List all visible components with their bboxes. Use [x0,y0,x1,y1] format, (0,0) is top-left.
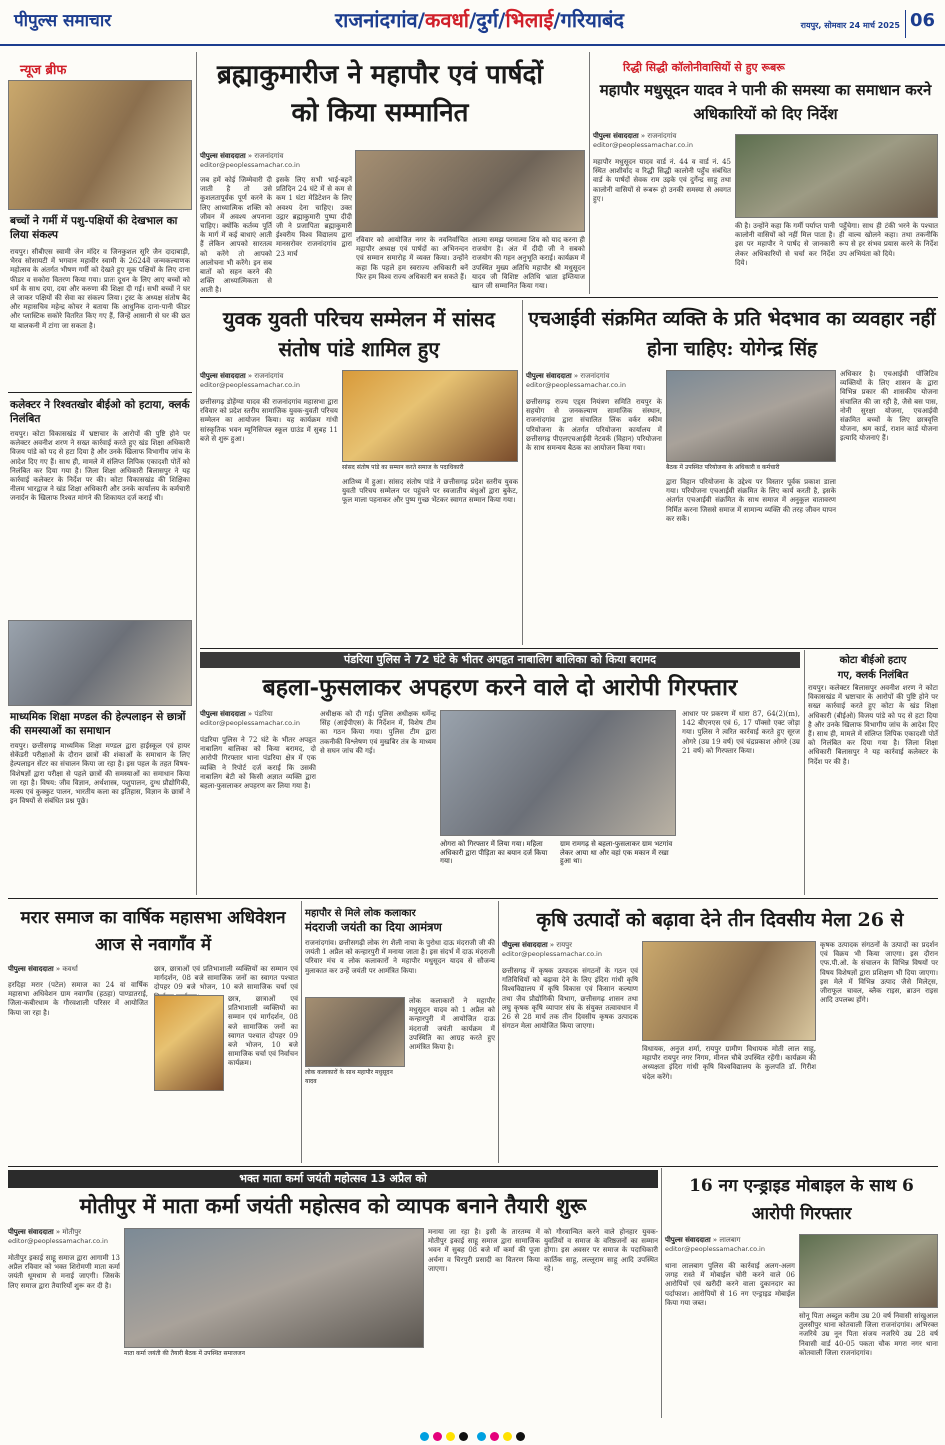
hiv-byline: पीपुल्स संवाददाता » राजनांदगांव editor@peoplessamachar.co.in [526,372,666,394]
column-divider [661,1168,662,1418]
karma-story [8,1168,658,1418]
marriage-story [200,300,518,645]
column-divider [522,300,523,645]
section-divider [8,898,938,899]
location-label: राजनांदगांव [580,372,610,380]
bureau-label: पीपुल्स संवाददाता [200,710,246,718]
kidnap-caption2: ग्राम रामगढ़ से बहला-फुसलाकर ग्राम भटगांव लेकर आया था और वहां एक मकान में रखा हुआ था। [560,840,676,880]
location-label: मोतीपुर [62,1228,82,1236]
mayor-byline: पीपुल्स संवाददाता » राजनांदगांव editor@peoplessamachar.co.in [593,132,733,154]
masthead [0,0,945,46]
lead-headline[interactable]: ब्रह्माकुमारीज ने महापौर एवं पार्षदों को किया सम्मानित [216,60,544,128]
marar-col2b: छात्र, छात्राओं एवं प्रतिभाशाली व्यक्तियों का सम्मान एवं मार्गदर्शन, 08 बजे सामाजिक जनों का स्वागत पश्चात दोपहर 09 बजे भोजन, 10 बजे सामाजिक चर्चा एवं निर्वाचन कार्यक्रम। [228,995,298,1068]
karma-headline[interactable]: मोतीपुर में माता कर्मा जयंती महोत्सव को व्यापक बनाने तैयारी शुरू [79,1193,587,1218]
karma-col3: को गौरवान्वित करने वाले होनहार युवक-युवतियों व समाज के वरिष्ठजनों का सम्मान होगा। इस अवसर पर समाज के पदाधिकारी कार्तिक साहू, लल्लूराम साहू आदि उपस्थित रहे। [544,1228,658,1273]
artist-headline[interactable]: मंदराजी जयंती का दिया आमंत्रण [305,920,442,934]
kidnap-byline: पीपुल्स संवाददाता » पंडरिया editor@peoplessamachar.co.in [200,710,340,732]
kota-body: रायपुर। कलेक्टर बिलासपुर अवनीश शरण ने कोटा विकासखंड में भ्रष्टाचार के आरोपों की पुष्टि होने पर सख्त कार्रवाई करते हुए कोटा के खंड शिक्षा अधिकारी (बीईओ) विजय पांडे को पद से हटा दिया है और उनके खिलाफ विभागीय जांच के आदेश दिए हैं। साथ ही, मामले में संलिप्त लिपिक एकादशी पोर्ते को निलंबित कर दिया गया है। जिला शिक्षा अधिकारी बिलासपुर ने यह कार्रवाई कलेक्टर के निर्देश पर की है। [808,684,938,766]
mayor-col1: महापौर मधुसूदन यादव वार्ड नं. 44 व वार्ड नं. 45 स्थित आशीर्वाद व रिद्धी सिद्धी कालोनी पहुँच संबंधित वार्ड के पार्षदों सेवक राम उइके एवं दुर्गेन्द्र साहू तथा कालोनी वासियों से रूबरू हो उनकी समस्या से अवगत हुए। [593,158,731,203]
fair-byline: पीपुल्स संवाददाता » रायपुर editor@peoplessamachar.co.in [502,941,642,963]
artist-caption: लोक कलाकारों के साथ महापौर मधुसूदन यादव [305,1069,405,1087]
marar-col1: हरदिहा मरार (पटेल) समाज का 24 वां वार्षिक महासभा अधिवेशन ग्राम नवागाँव (हठहा) पाण्डातराई, जिला-कबीरधाम के गौरवशाली परिसर में आयोजित किया जा रहा है। [8,981,148,1017]
kota-kicker: कोटा बीईओ हटाए [839,655,907,666]
kota-story [808,650,938,895]
fair-story [502,901,938,1163]
location-label: राजनांदगांव [647,132,677,140]
marriage-caption: सांसद संतोष पांडे का सम्मान करते समाज के पदाधिकारी [342,464,518,474]
lead-col3: रविवार को आयोजित नगर के नवनिर्वाचित महापौर अध्यक्ष एवं पार्षदों का अभिनन्दन एवं सम्मान समारोह में व्यक्त किया। उन्होंने कहा कि पहले हम स्वराज्य अधिकारी बनें फिर हम विश्व राज्य अधिकारी बन सकते हैं। [356,236,468,281]
kidnap-caption1: ओगरा को गिरफ्तार में लिया गया। महिला अधिकारी द्वारा पीड़िता का बयान दर्ज किया गया। [440,840,556,880]
fair-headline[interactable]: कृषि उत्पादों को बढ़ावा देने तीन दिवसीय मेला 26 से [536,909,904,931]
hiv-col3: अधिकार है। एचआईवी पॉजिटिव व्यक्तियों के लिए शासन के द्वारा विभिन्न प्रकार की शासकीय योजना संचालित की जा रही है, जैसे बस पास, नोनी सुरक्षा योजना, एचआईवी संक्रमित बच्चों के लिए छात्रवृत्ति योजना, श्रम कार्ड, राशन कार्ड योजना इत्यादि योजनाएं हैं। [840,370,938,443]
city-rajnandgaon: राजनांदगांव [335,8,418,32]
hiv-caption: बैठक में उपस्थित परियोजना के अधिकारी व कर्मचारी [666,464,836,474]
section-divider [200,648,938,649]
brief3-headline: माध्यमिक शिक्षा मण्डल की हेल्पलाइन से छात्रों की समस्याओं का समाधान [10,711,186,737]
artist-kicker: महापौर से मिले लोक कलाकार [305,908,416,919]
brief2-headline: कलेक्टर ने रिश्वतखोर बीईओ को हटाया, क्लर्क निलंबित [10,399,190,425]
karma-byline: पीपुल्स संवाददाता » मोतीपुर editor@peoplessamachar.co.in [8,1228,148,1250]
kidnap-col3: आधार पर प्रकरण में धारा 87, 64(2)(m), 142 बीएनएस एवं 6, 17 पॉक्सो एक्ट जोड़ा गया। पुलिस ने त्वरित कार्रवाई करते हुए सूरज ओगरे (उम्र 19 वर्ष) एवं चंद्रप्रकाश ओगरे (उम्र 21 वर्ष) को गिरफ्तार किया। [682,710,800,755]
mayor-story [593,52,938,294]
page-number: 06 [905,10,939,38]
newspaper-logo[interactable]: पीपुल्स समाचार [14,11,112,31]
mobile-headline[interactable]: 16 नग एन्ड्राइड मोबाइल के साथ 6 आरोपी गिरफ्तार [689,1176,914,1224]
email-link[interactable]: editor@peoplessamachar.co.in [200,719,300,727]
bureau-label: पीपुल्स संवाददाता [593,132,639,140]
marriage-col2: आतिथ्य में हुआ। सांसद संतोष पांडे ने छत्तीसगढ़ प्रदेश स्तरीय युवक युवती परिचय सम्मेलन पर पहुंचने पर स्वजातीय बंधुओं द्वारा बुकेट, फूल माला पहनाकर और पुष्प गुच्छ भेंटकर स्वागत सम्मान किया गया। [342,478,518,505]
location-label: राजनांदगांव [254,152,284,160]
column-divider [196,52,197,895]
email-link[interactable]: editor@peoplessamachar.co.in [200,381,300,389]
city-bhilai: भिलाई [505,8,554,32]
mobile-byline: पीपुल्स संवाददाता » लालबाग editor@peoplessamachar.co.in [665,1236,795,1258]
marriage-photo [342,370,518,462]
bureau-label: पीपुल्स संवाददाता [502,941,548,949]
lead-photo [355,150,585,232]
artist-story [305,901,495,1163]
marar-story [8,901,298,1163]
lead-story [200,52,585,294]
location-label: पंडरिया [254,710,273,718]
column-divider [301,901,302,1163]
karma-col2: मनाया जा रहा है। इसी के तारतम्य में मोतीपुर इकाई साहू समाज द्वारा सामाजिक भवन में सुबह 08 बजे माँ कर्मा की पूजा अर्चना व चिरपुरी प्रसादी का वितरण किया जाएगा। [428,1228,540,1273]
artist-col1: राजनांदगांव। छत्तीसगढ़ी लोक रंग शैली नाचा के पुरोधा दाऊ मंदराजी जी की जयंती 1 अप्रैल को कन्हारपुरी में मनाया जाता है। इस संदर्भ में दाऊ मंदराजी परिवार मंच व लोक कलाकारों ने महापौर मधुसूदन यादव से सौजन्य मुलाकात कर उन्हें जयंती पर आमंत्रित किया। [305,939,495,975]
print-registration-marks [0,1426,945,1440]
hiv-story [526,300,938,645]
column-divider [498,901,499,1163]
column-divider [804,650,805,895]
hiv-photo [666,370,836,462]
lead-col1: जब हमें कोई जिम्मेवारी दी जाती है तो उसे कुशलतापूर्वक पूर्ण करने के लिए आध्यात्मिक शक्ति को जीवन में अवश्य अपनाना चाहिए। क्योंकि कर्तव्य पूर्ति के मार्ग में कई बाधाएं आती हैं लेकिन आपको सारतत्व को करेंगे तो आपको आलोचना भी करेंगे। इन सब बातों को सहन करने की शक्ति आध्यात्मिकता से आती है। [200,176,272,295]
email-link[interactable]: editor@peoplessamachar.co.in [665,1245,765,1253]
goddess-photo [154,995,224,1091]
kidnap-headline[interactable]: बहला-फुसलाकर अपहरण करने वाले दो आरोपी गिरफ्तार [262,674,738,701]
hiv-headline[interactable]: एचआईवी संक्रमित व्यक्ति के प्रति भेदभाव का व्यवहार नहीं होना चाहिए: योगेन्द्र सिंह [528,308,936,360]
artist-col2: लोक कलाकारों ने महापौर मधुसूदन यादव को 1 अप्रैल को कन्हारपुरी में आयोजित दाऊ मंदराजी जयंती कार्यक्रम में उपस्थिति का आग्रह करते हुए आमंत्रित किया है। [409,997,495,1052]
brief1-body: रायपुर। सीबीएस स्वामी जेन मंदिर व जिनकुशल सूरि जैन दादाबाड़ी, भैरव सोसायटी में भगवान महावीर स्वामी के 2624वें जन्मकल्याणक महोत्सव के अंतर्गत भीषण गर्मी को देखते हुए मूक पक्षियों के लिए दाना फीडर व सकोरा वितरण किया गया। प्रातः दूधन के लिए आए बच्चों को धर्म के साथ दया, दया और करुणा की शिक्षा दी गई। सभी बच्चों ने घर ले जाकर पक्षियों की सेवा का संकल्प लिया। ट्रस्ट के अध्यक्ष संतोष बैद और महासचिव महेन्द्र कोचर ने बताया कि आधुनिक दाना-पानी फीडर और प्लास्टिक सकोरे वितरित किए गए हैं, जिन्हें आसानी से घर की छत या बालकनी में टांगा जा सकता है। [10,248,190,330]
marriage-byline: पीपुल्स संवाददाता » राजनांदगांव editor@peoplessamachar.co.in [200,372,340,394]
marar-byline: पीपुल्स संवाददाता » कवर्धा [8,965,78,973]
children-photo [8,80,192,210]
fair-col3: कृषक उत्पादक संगठनों के उत्पादों का प्रदर्शन एवं विक्रय भी किया जाएगा। इस दौरान एफ.पी.ओ. के संचालन के विभिन्न विषयों पर विषय विशेषज्ञों द्वारा प्रशिक्षण भी दिया जाएगा। इस मेले में विभिन्न उत्पाद जैसे मिलेट्स, जीराफूल चावल, ब्लैक राइस, ब्राउन राइस आदि उपलब्ध होंगे। [820,941,938,1005]
lead-byline: पीपुल्स संवाददाता » राजनांदगांव editor@peoplessamachar.co.in [200,152,350,174]
fair-col2: विधायक, अनुज शर्मा, रायपुर ग्रामीण विधायक मोती लाल साहू, महापौर रायपुर नगर निगम, मीनल चौबे उपस्थित रहेंगी। कार्यक्रम की अध्यक्षता इंदिरा गांधी कृषि विश्वविद्यालय के कुलपति डॉ. गिरीश चंदेल करेंगे। [642,1045,816,1081]
section-divider [8,1166,938,1167]
city-durg: दुर्ग [476,8,499,32]
lead-col2: इसके लिए सभी भाई-बहनें प्रतिदिन 24 घंटे में से कम से कम 1 घंटा मेडिटेशन के लिए अवश्य देना चाहिए। उक्त उद्गार ब्रह्माकुमारी पुष्पा दीदी जी ने प्रजापिता ब्रह्माकुमारी ईश्वरीय विश्व विद्यालय द्वारा मानसरोवर राजनांदगांव द्वारा 23 मार्च [276,176,352,258]
marriage-col1: छत्तीसगढ़ डोहेंग्या यादव की राजनांदगांव महासभा द्वारा रविवार को प्रदेश स्तरीय सामाजिक युवक-युवती परिचय सम्मेलन का आयोजन किया। यह कार्यक्रम गांधी सांस्कृतिक भवन म्यूनिसिपल स्कूल ग्राउंड में सुबह 11 बजे से शुरू हुआ। [200,398,338,443]
location-label: रायपुर [556,941,572,949]
email-link[interactable]: editor@peoplessamachar.co.in [8,1237,108,1245]
kidnap-kicker: पंडरिया पुलिस ने 72 घंटे के भीतर अपहृत नाबालिग बालिका को किया बरामद [200,652,800,668]
marar-col2: छात्र, छात्राओं एवं प्रतिभाशाली व्यक्तियों का सम्मान एवं मार्गदर्शन, 08 बजे सामाजिक जनों का स्वागत पश्चात दोपहर 09 बजे भोजन, 10 बजे सामाजिक चर्चा एवं [154,965,298,992]
city-gariyaband: गरियाबंद [560,8,625,32]
bureau-label: पीपुल्स संवाददाता [665,1236,711,1244]
fair-col1: छत्तीसगढ़ में कृषक उत्पादक संगठनों के गठन एवं गतिविधियों को बढ़ावा देने के लिए इंदिरा गांधी कृषि विश्वविद्यालय में कृषि विकास एवं किसान कल्याण तथा जैव प्रौद्योगिकी विभाग, छत्तीसगढ़ शासन तथा लघु कृषक कृषि व्यापार संघ के संयुक्त तत्वावधान में 26 से 28 मार्च तक तीन दिवसीय कृषक उत्पादक संगठन मेला आयोजित किया जाएगा। [502,967,638,1031]
brief3-body: रायपुर। छत्तीसगढ़ माध्यमिक शिक्षा मण्डल द्वारा हाईस्कूल एवं हायर सेकेंडरी परीक्षाओं के दौरान छात्रों की शंकाओं के समाधान के लिए हेल्पलाइन सेंटर का संचालन किया जा रहा है। इस पहल के तहत विषय-विशेषज्ञों द्वारा परीक्षा से पहले छात्रों की समस्याओं का समाधान किया जा रहा है। विषय: जीव विज्ञान, अर्थशास्त्र, पशुपालन, दुग्ध प्रौद्योगिकी, मत्स्य एवं कुक्कुट पालन, भारतीय कला का इतिहास, विज्ञान के छात्रों ने इन विषयों से संबंधित प्रश्न पूछे। [10,742,190,806]
fair-photo [642,941,816,1041]
bureau-label: पीपुल्स संवाददाता [200,152,246,160]
karma-col1: मोतीपुर इकाई साहू समाज द्वारा आगामी 13 अप्रैल रविवार को भक्त शिरोमणी माता कर्मा जयंती धूमधाम से मनाई जाएगी। जिसके लिए समाज द्वारा तैयारियाँ शुरू कर दी है। [8,1254,120,1290]
lead-col4: आत्मा समझ परमात्मा शिव को याद करना ही राजयोग है। अंत में दीदी जी ने सबको राजयोग की गहन अनुभूति कराई। कार्यक्रम में उपस्थित मुख्य अतिथि महापौर श्री मधुसूदन यादव जी विशिष्ट अतिथि भ्राता इम्तियाज खान जी सम्मानित किया गया। [472,236,585,291]
bureau-label: पीपुल्स संवाददाता [8,1228,54,1236]
artist-photo [305,997,405,1067]
karma-kicker: भक्त माता कर्मा जयंती महोत्सव 13 अप्रैल को [8,1170,658,1188]
karma-photo [124,1228,424,1348]
date-line: रायपुर, सोमवार 24 मार्च 2025 [800,21,900,30]
kidnap-story [200,650,800,895]
hiv-col1: छत्तीसगढ़ राज्य एड्स नियंत्रण समिति रायपुर के सहयोग से जनकल्याण सामाजिक संस्थान, राजनांदगांव द्वारा संचालित लिंक वर्कर स्कीम परियोजना के अंतर्गत परियोजना कार्यालय में छत्तीसगढ़ पीएलएचआईवी नेटवर्क (विहान) परियोजना के साथ समन्वय बैठक का आयोजन किया गया। [526,398,662,453]
karma-caption: माता कर्मा जयंती की तैयारी बैठक में उपस्थित समाजजन [124,1350,424,1360]
column-divider [589,52,590,294]
city-edition-bar: राजनांदगांव/कवर्धा/दुर्ग/भिलाई/गरियाबंद [335,8,625,32]
email-link[interactable]: editor@peoplessamachar.co.in [200,161,300,169]
mayor-col2: की है। उन्होंने कहा कि गर्मी पर्याप्त पानी कालोनी वासियों को नहीं मिल पाता है। इस पर महापौर ने पार्षद से जानकारी लेकर अधिकारियों से चर्चा कर निर्देश दिये। [735,222,835,267]
mayor-headline[interactable]: महापौर मधुसूदन यादव ने पानी की समस्या का समाधान करने अधिकारियों को दिए निर्देश [599,81,932,123]
location-label: लालबाग [719,1236,741,1244]
mobile-col2: सोनू पिता अब्दुल करीम उम्र 20 वर्ष निवासी सांखुआल तुलसीपुर थाना कोतवाली जिला राजनांदगांव। अभिरक्त नजरिये उम्र नून पिता संजय नजरिये उम्र 28 वर्ष निवासी वार्ड 40-05 पकता चौक मगरा नगर थाना कोतवाली जिला राजनांदगांव। [799,1312,938,1357]
bureau-label: पीपुल्स संवाददाता [8,965,54,973]
section-divider [200,297,938,298]
mayor-photo [735,134,938,218]
mayor-kicker: रिद्धी सिद्धी कॉलोनीवासियों से हुए रूबरू [623,61,785,74]
bureau-label: पीपुल्स संवाददाता [200,372,246,380]
marar-headline[interactable]: मरार समाज का वार्षिक महासभा अधिवेशन आज से नवागाँव में [20,908,286,955]
email-link[interactable]: editor@peoplessamachar.co.in [526,381,626,389]
brief1-headline: बच्चों ने गर्मी में पशु-पक्षियों की देखभाल का लिया संकल्प [10,215,178,241]
helpline-photo [8,620,192,706]
mobile-col1: थाना लालबाग पुलिस की कार्रवाई अलग-अलग जगह रास्ते में मोबाईल चोरी करने वाले 06 आरोपियों एवं खरीदी करने वाला दुकानदार का पर्दाफाश। आरोपियों से 16 नग एन्ड्राइड मोबाईल किया गया जब्त। [665,1262,795,1307]
email-link[interactable]: editor@peoplessamachar.co.in [502,950,602,958]
marriage-headline[interactable]: युवक युवती परिचय सम्मेलन में सांसद संतोष पांडे शामिल हुए [222,307,496,361]
news-brief-tag: न्यूज ब्रीफ [20,63,67,78]
hiv-col2: द्वारा विहान परियोजना के उद्देश्य पर विस्तार पूर्वक प्रकाश डाला गया। परियोजना एचआईवी संक्रमित के लिए कार्य करती है, इसके अंतर्गत एचआईवी संक्रमित के साथ समाज में अनुकूल वातावरण निर्मित करना जिससे समाज में सामान्य व्यक्ति की तरह जीवन यापन कर सकें। [666,478,836,523]
kidnap-col2: अधीक्षक को दी गई। पुलिस अधीक्षक धर्मेन्द्र सिंह (आईपीएस) के निर्देशन में, विशेष टीम का गठन किया गया। पुलिस टीम द्वारा तकनीकी विश्लेषण एवं मुखबिर तंत्र के माध्यम से सघन जांच की गई। [320,710,436,755]
brief2-body: रायपुर। कोटा विकासखंड में भ्रष्टाचार के आरोपों की पुष्टि होने पर कलेक्टर अवनीश शरण ने सख्त कार्रवाई करते हुए खंड शिक्षा अधिकारी विजय पांडे को पद से हटा दिया है और उनके खिलाफ विभागीय जांच के आदेश दिए गए हैं। साथ ही, मामले में संलिप्त लिपिक एकादशी पोर्ते को निलंबित कर दिया गया है। जिला शिक्षा अधिकारी बिलासपुर ने यह कार्रवाई कलेक्टर के निर्देश पर की। कोटा विकासखंड की शिक्षिका नीलम भारद्वाज ने खंड शिक्षा अधिकारी और उनके कार्यालय के कर्मचारी जनार्दन के खिलाफ रिश्वत मांगने की शिकायत दर्ज कराई थी। [10,430,190,503]
divider [8,392,192,393]
kota-headline[interactable]: गए, क्लर्क निलंबित [837,670,909,681]
bureau-label: पीपुल्स संवाददाता [526,372,572,380]
location-label: कवर्धा [62,965,78,973]
city-kawardha: कवर्धा [424,8,469,32]
location-label: राजनांदगांव [254,372,284,380]
mobile-photo [799,1234,938,1308]
news-brief-column [8,52,192,895]
kidnap-col1: पंडरिया पुलिस ने 72 घंटे के भीतर अपहृत नाबालिग बालिका को किया बरामद, दो आरोपी गिरफ्तार थाना पंडरिया क्षेत्र में एक व्यक्ति ने रिपोर्ट दर्ज कराई कि उसकी नाबालिग बेटी को किसी अज्ञात व्यक्ति द्वारा बहला-फुसलाकर अपहरण कर लिया गया है। [200,736,316,791]
mobile-story [665,1168,938,1418]
kidnap-photo [440,710,676,836]
email-link[interactable]: editor@peoplessamachar.co.in [593,141,693,149]
mayor-col3: पहुँचेगा। साथ ही टंकी भरने के पश्चात ही वाल्व खोलने कहा। तथा तकनीकि रूप से हर संभव प्रयास करने के निर्देश उप अभियंता को दिये। [839,222,938,258]
